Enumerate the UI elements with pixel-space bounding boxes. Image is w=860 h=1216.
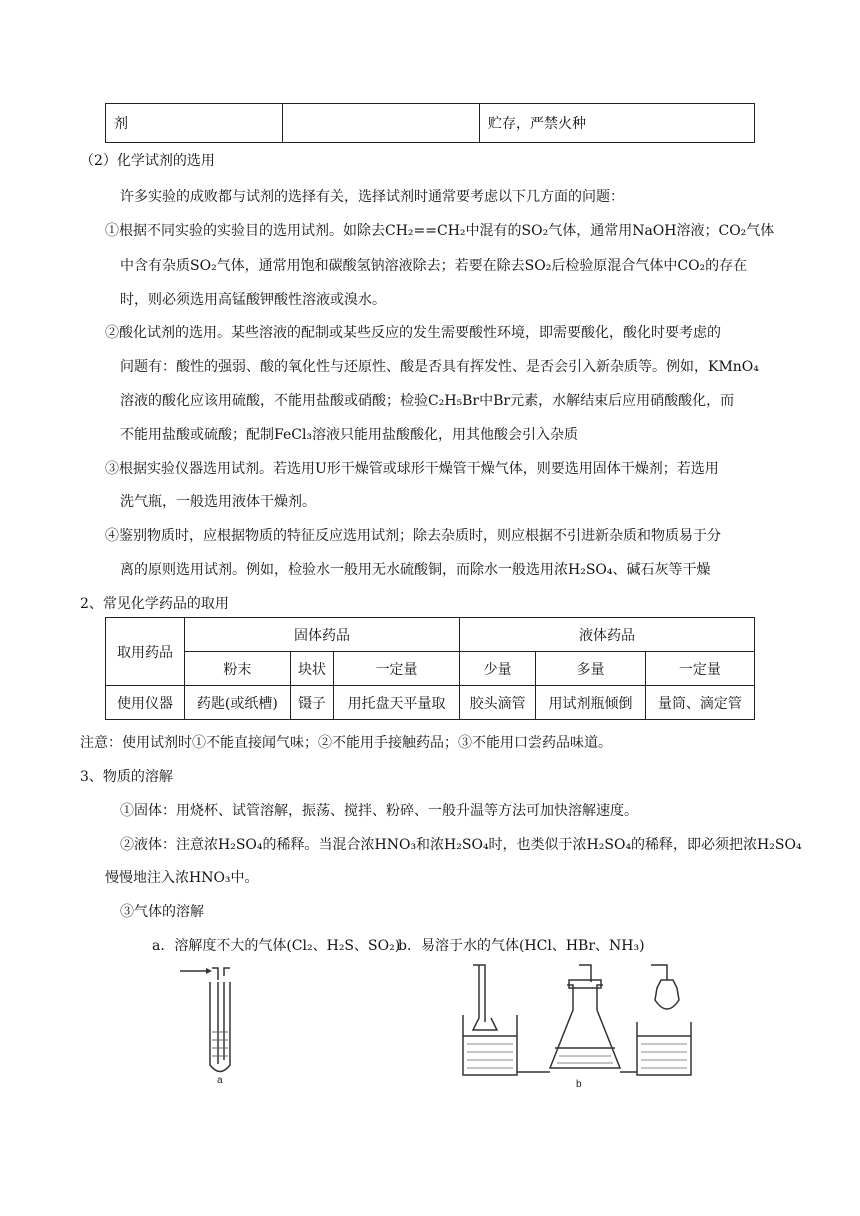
table-cell: 镊子 <box>290 686 333 720</box>
section-heading: （2）化学试剂的选用 <box>80 153 215 169</box>
table-cell: 一定量 <box>645 652 754 686</box>
table-cell: 液体药品 <box>459 618 754 652</box>
table-cell: 块状 <box>290 652 333 686</box>
text-line: ③根据实验仪器选用试剂。若选用U形干燥管或球形干燥管干燥气体，则要选用固体干燥剂；若选用 <box>105 461 719 477</box>
text-line: ②酸化试剂的选用。某些溶液的配制或某些反应的发生需要酸性环境，即需要酸化，酸化时要考虑的 <box>105 325 721 341</box>
table-row <box>106 104 755 143</box>
paragraph: 许多实验的成败都与试剂的选择有关，选择试剂时通常要考虑以下几方面的问题： <box>120 189 624 205</box>
text-line: 慢慢地注入浓HNO₃中。 <box>105 870 259 886</box>
text-line: 洗气瓶，一般选用液体干燥剂。 <box>120 494 316 510</box>
figure-caption-b: b．易溶于水的气体(HCl、HBr、NH₃) <box>398 938 645 954</box>
text-line: ③气体的溶解 <box>120 904 204 920</box>
table-cell <box>283 104 480 143</box>
table-row <box>106 618 755 652</box>
table-cell: 用托盘天平量取 <box>334 686 460 720</box>
table-row <box>106 652 755 686</box>
text-line: 问题有：酸性的强弱、酸的氧化性与还原性、酸是否具有挥发性、是否会引入新杂质等。例如，KMnO₄ <box>120 359 759 375</box>
note: 注意：使用试剂时①不能直接闻气味；②不能用手接触药品；③不能用口尝药品味道。 <box>80 735 612 751</box>
test-tube-figure <box>170 960 260 1085</box>
table-cell: 使用仪器 <box>106 686 185 720</box>
figure-label-b: b <box>576 1079 582 1090</box>
gas-absorption-figure <box>455 960 715 1090</box>
top-table <box>105 103 755 143</box>
table-cell: 取用药品 <box>106 618 185 686</box>
table-cell: 固体药品 <box>185 618 460 652</box>
table-cell: 药匙(或纸槽) <box>185 686 291 720</box>
table-cell: 粉末 <box>185 652 291 686</box>
table-cell: 量筒、滴定管 <box>645 686 754 720</box>
table-row <box>106 686 755 720</box>
figure-label-a: a <box>217 1075 223 1085</box>
table-cell: 胶头滴管 <box>459 686 535 720</box>
text-line: 时，则必须选用高锰酸钾酸性溶液或溴水。 <box>120 292 386 308</box>
text-line: 不能用盐酸或硫酸；配制FeCl₃溶液只能用盐酸酸化，用其他酸会引入杂质 <box>120 427 579 443</box>
table-cell: 多量 <box>536 652 645 686</box>
figure-caption-a: a．溶解度不大的气体(Cl₂、H₂S、SO₂) <box>152 938 401 954</box>
text-line: 溶液的酸化应该用硫酸，不能用盐酸或硝酸；检验C₂H₅Br中Br元素，水解结束后应用硝酸酸化，而 <box>120 393 735 409</box>
text-line: 中含有杂质SO₂气体，通常用饱和碳酸氢钠溶液除去；若要在除去SO₂后检验原混合气体中CO₂的存在 <box>120 258 748 274</box>
text-line: ①固体：用烧杯、试管溶解，振荡、搅拌、粉碎、一般升温等方法可加快溶解速度。 <box>120 803 638 819</box>
table-cell: 用试剂瓶倾倒 <box>536 686 645 720</box>
table-cell: 剂 <box>106 104 283 143</box>
text-line: ①根据不同实验的实验目的选用试剂。如除去CH₂==CH₂中混有的SO₂气体，通常用NaOH溶液；CO₂气体 <box>105 223 775 239</box>
text-line: 离的原则选用试剂。例如，检验水一般用无水硫酸铜，而除水一般选用浓H₂SO₄、碱石灰等干燥 <box>120 562 711 578</box>
table-cell: 少量 <box>459 652 535 686</box>
section-heading: 3、物质的溶解 <box>80 769 173 785</box>
text-line: ④鉴别物质时，应根据物质的特征反应选用试剂；除去杂质时，则应根据不引进新杂质和物质易于分 <box>105 528 721 544</box>
table-cell: 贮存，严禁火种 <box>480 104 755 143</box>
table-cell: 一定量 <box>334 652 460 686</box>
section-heading: 2、常见化学药品的取用 <box>80 596 229 612</box>
reagent-table <box>105 617 755 720</box>
text-line: ②液体：注意浓H₂SO₄的稀释。当混合浓HNO₃和浓H₂SO₄时，也类似于浓H₂SO₄的稀释，即必须把浓H₂SO₄ <box>120 837 802 853</box>
